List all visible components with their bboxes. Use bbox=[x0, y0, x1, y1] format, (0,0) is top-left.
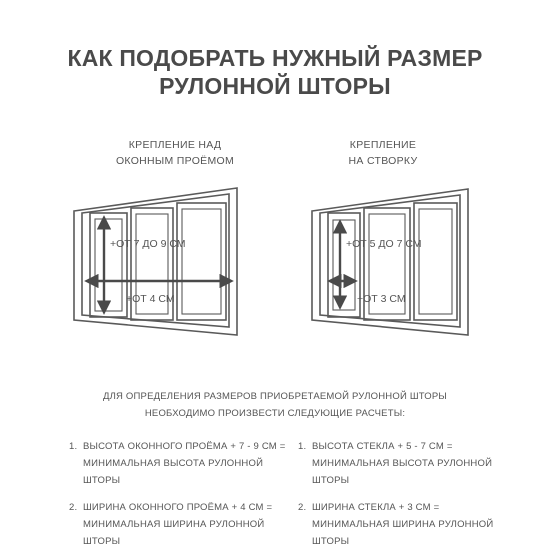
left-sash-3 bbox=[177, 203, 226, 320]
right-sash-3 bbox=[414, 203, 457, 320]
left-height-label: +ОТ 7 ДО 9 СМ bbox=[110, 238, 186, 250]
left-calc-1-num: 1. bbox=[69, 441, 78, 452]
left-caption-line-1: КРЕПЛЕНИЕ НАД bbox=[128, 139, 222, 151]
right-calculations bbox=[298, 438, 528, 560]
right-sash-3-glass bbox=[419, 209, 452, 314]
right-height-label: +ОТ 5 ДО 7 СМ bbox=[346, 238, 422, 250]
right-caption-line-1: КРЕПЛЕНИЕ bbox=[349, 139, 417, 151]
left-caption-line-2: ОКОННЫМ ПРОЁМОМ bbox=[115, 155, 235, 167]
page-title-line-2: РУЛОННОЙ ШТОРЫ bbox=[159, 73, 391, 99]
right-calc-1-line-2: МИНИМАЛЬНАЯ ВЫСОТА РУЛОННОЙ ШТОРЫ bbox=[312, 458, 493, 486]
left-calc-item-2 bbox=[69, 499, 289, 550]
right-calc-item-1 bbox=[298, 438, 528, 489]
left-sash-1-glass bbox=[95, 219, 122, 311]
right-calc-2-num: 2. bbox=[298, 502, 307, 513]
left-calc-1-line-2: МИНИМАЛЬНАЯ ВЫСОТА РУЛОННОЙ ШТОРЫ bbox=[83, 458, 264, 486]
right-calc-1-line-1: ВЫСОТА СТЕКЛА + 5 - 7 СМ = bbox=[312, 441, 453, 452]
left-window-diagram bbox=[74, 188, 237, 335]
left-calc-2-line-2: МИНИМАЛЬНАЯ ШИРИНА РУЛОННОЙ ШТОРЫ bbox=[83, 519, 265, 547]
left-calculations bbox=[69, 438, 289, 560]
left-calc-2-line-1: ШИРИНА ОКОННОГО ПРОЁМА + 4 СМ = bbox=[83, 502, 273, 513]
right-window-diagram bbox=[312, 189, 468, 335]
left-sash-3-glass bbox=[182, 209, 221, 314]
right-calc-2-line-1: ШИРИНА СТЕКЛА + 3 СМ = bbox=[312, 502, 440, 513]
left-width-label: +ОТ 4 СМ bbox=[126, 293, 175, 305]
left-sash-1 bbox=[90, 213, 127, 317]
right-calc-1-num: 1. bbox=[298, 441, 307, 452]
instructions-intro-line-2: НЕОБХОДИМО ПРОИЗВЕСТИ СЛЕДУЮЩИЕ РАСЧЕТЫ: bbox=[144, 408, 406, 419]
right-caption-line-2: НА СТВОРКУ bbox=[348, 155, 418, 167]
instructions-intro-line-1: ДЛЯ ОПРЕДЕЛЕНИЯ РАЗМЕРОВ ПРИОБРЕТАЕМОЙ РУЛОННОЙ ШТОРЫ bbox=[102, 391, 448, 402]
right-width-label: +ОТ 3 СМ bbox=[357, 293, 406, 305]
left-calc-item-1 bbox=[69, 438, 289, 489]
right-calc-2-line-2: МИНИМАЛЬНАЯ ШИРИНА РУЛОННОЙ ШТОРЫ bbox=[312, 519, 494, 547]
right-calc-item-2 bbox=[298, 499, 528, 550]
left-calc-1-line-1: ВЫСОТА ОКОННОГО ПРОЁМА + 7 - 9 СМ = bbox=[83, 441, 286, 452]
left-calc-2-num: 2. bbox=[69, 502, 78, 513]
instructions-intro bbox=[0, 388, 550, 422]
right-sash-1-glass bbox=[333, 220, 355, 310]
page-title-line-1: КАК ПОДОБРАТЬ НУЖНЫЙ РАЗМЕР bbox=[67, 45, 483, 71]
left-window-frame bbox=[74, 188, 237, 335]
